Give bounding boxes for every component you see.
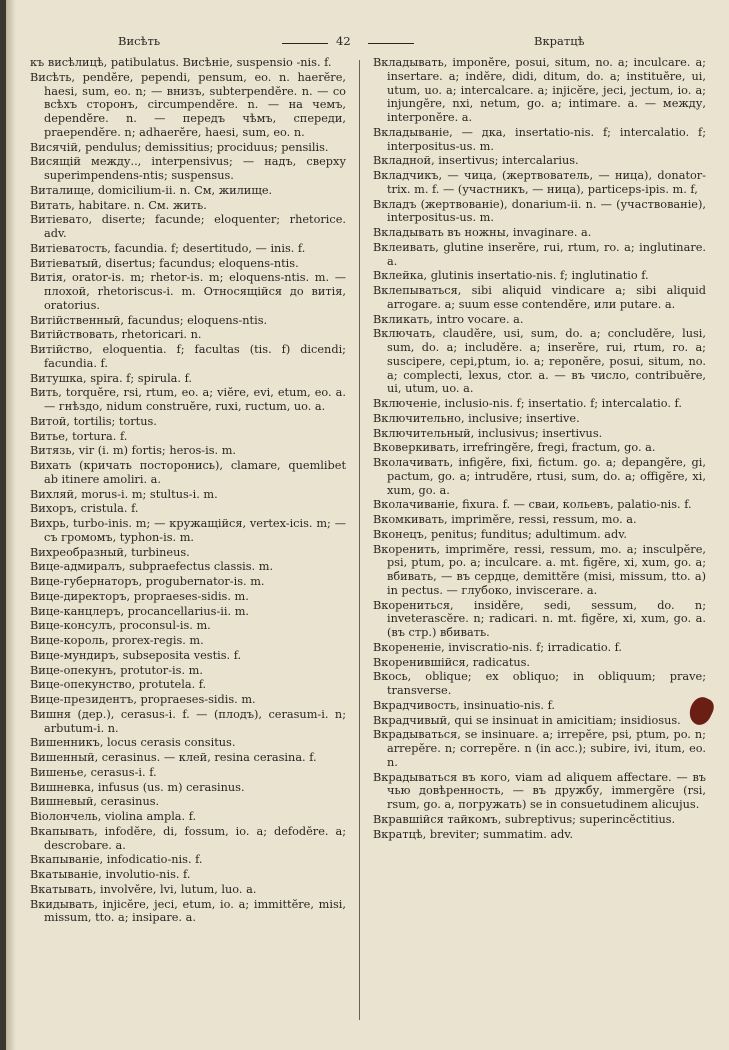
- dictionary-entry: Вкладывать въ ножны, invaginare. a.: [373, 226, 592, 239]
- dictionary-entry: Включительно, inclusive; insertive.: [373, 411, 580, 425]
- dictionary-entry: Вкрадчивый, qui se insinuat in amicitiam; insidiosus.: [373, 713, 681, 727]
- dictionary-entry: Вкапывать, infodĕre, di, fossum, io. a; defodĕre. a; descrobare. a.: [30, 824, 346, 852]
- dictionary-entry: Вкатывать, involvĕre, lvi, lutum, luo. a.: [30, 882, 257, 896]
- dictionary-entry: Вкратцѣ, breviter; summatim. adv.: [373, 827, 574, 841]
- dictionary-entry: Вкладываніе, — дка, insertatio-nis. f; intercalatio. f; interpositus-us. m.: [373, 125, 706, 153]
- dictionary-entry: Витушка, spira. f; spirula. f.: [30, 371, 192, 385]
- dictionary-entry: Витье, tortura. f.: [30, 429, 128, 443]
- dictionary-entry: Вкорениться, insidĕre, sedi, sessum, do. n; inveterascĕre. n; radicari. n. mt. figĕre, xi, xum, go. a. (въ стр.) вбивать.: [373, 598, 706, 639]
- dictionary-entry: Вице-мундиръ, subseposita vestis. f.: [30, 648, 242, 662]
- header-left-guideword: Висѣть: [118, 34, 161, 48]
- right-column: [373, 56, 706, 842]
- dictionary-entry: Вишневка, infusus (us. m) cerasinus.: [30, 780, 245, 794]
- dictionary-entry: Вихоръ, cristula. f.: [30, 502, 139, 516]
- dictionary-entry: Виталище, domicilium-ii. n. См, жилище.: [30, 183, 273, 197]
- dictionary-entry: Вколачиваніе, fixura. f. — сваи, кольевъ, palatio-nis. f.: [373, 498, 692, 512]
- dictionary-entry: Вкравшійся тайкомъ, subreptivus; superincĕctitius.: [373, 812, 676, 826]
- dictionary-entry: Вице-канцлеръ, procancellarius-ii. m.: [30, 604, 250, 618]
- column-divider: [359, 60, 360, 1020]
- dictionary-entry: Витіевато, diserte; facunde; eloquenter; rhetorice. adv.: [30, 213, 346, 240]
- dictionary-entry: Включать, claudĕre, usi, sum, do. a; concludĕre, lusi, sum, do. a; includĕre. a; inserĕre, rui, rtum, ro. a; suscipere, cepi,ptum, io. a; reponĕre, posui, situm, no. a; complecti, lexus, ctor. a. — въ число, contribuĕre, ui, utum, uo. a.: [373, 327, 706, 396]
- dictionary-entry: Вконецъ, penitus; funditus; adultimum. adv.: [373, 527, 627, 541]
- dictionary-entry: Витой, tortilis; tortus.: [30, 414, 157, 428]
- dictionary-entry: Вклепываться, sibi aliquid vindicare a; sibi aliquid arrogare. a; suum esse contendĕre, или putare. a.: [373, 284, 706, 311]
- dictionary-entry: Вихать (кричать посторонись), clamare, quemlibet ab itinere amoliri. a.: [30, 459, 346, 486]
- dictionary-entry: Вкрадываться въ кого, viam ad aliquem affectare. — въ чью довѣренность, — въ дружбу, immergĕre (rsi, rsum, go. a, погружать) se in consuetudinem alicujus.: [373, 770, 706, 811]
- dictionary-entry: Вице-адмиралъ, subpraefectus classis. m.: [30, 560, 274, 574]
- dictionary-entry: Висящій между.., interpensivus; — надъ, сверху superimpendens-ntis; suspensus.: [30, 155, 346, 182]
- dictionary-entry: Вице-губернаторъ, progubernator-is. m.: [30, 575, 265, 588]
- dictionary-entry: Вкладной, insertivus; intercalarius.: [373, 154, 579, 168]
- dictionary-entry: Вице-президентъ, propraeses-sidis. m.: [30, 693, 256, 706]
- dictionary-entry: Вкатываніе, involutio-nis. f.: [30, 868, 191, 881]
- dictionary-entry: Вкрадчивость, insinuatio-nis. f.: [373, 698, 555, 712]
- dictionary-entry: къ висѣлицѣ, patibulatus. Висѣніе, suspensio -nis. f.: [30, 56, 332, 69]
- header-rule-right: [368, 43, 414, 44]
- dictionary-entry: Включеніе, inclusio-nis. f; insertatio. f; intercalatio. f.: [373, 397, 682, 410]
- dictionary-entry: Вкоренившійся, radicatus.: [373, 655, 531, 669]
- dictionary-entry: Вишенникъ, locus cerasis consitus.: [30, 736, 236, 750]
- dictionary-entry: Вкрадываться, se insinuare. a; irrepĕre, psi, ptum, po. n; arrepĕre. n; correpĕre. n (in acc.); subire, ivi, itum, eo. n.: [373, 728, 706, 769]
- page-number: 42: [336, 34, 351, 48]
- dictionary-entry: Вить, torquĕre, rsi, rtum, eo. a; viĕre, evi, etum, eo. a. — гнѣздо, nidum construĕre, ruxi, ructum, uo. a.: [30, 386, 346, 413]
- dictionary-entry: Вкладъ (жертвованіе), donarium-ii. n. — (участвованіе), interpositus-us. m.: [373, 197, 706, 225]
- dictionary-entry: Вкомкивать, imprimĕre, ressi, ressum, mo. a.: [373, 513, 637, 526]
- dictionary-entry: Вкоренить, imprimĕre, ressi, ressum, mo. a; insculpĕre, psi, ptum, po. a; inculcare. a. mt. figĕre, xi, xum, go. a; вбивать, — въ сердце, demittĕre (misi, missum, tto. a) in pectus. — глубоко, inviscerare. a.: [373, 542, 706, 597]
- dictionary-entry: Вихрь, turbo-inis. m; — кружащійся, vertex-icis. m; — съ громомъ, typhon-is. m.: [30, 517, 346, 544]
- dictionary-entry: Вице-опекунъ, protutor-is. m.: [30, 663, 203, 677]
- dictionary-entry: Вкладывать, imponĕre, posui, situm, no. a; inculcare. a; insertare. a; indĕre, didi, ditum, do. a; instituĕre, ui, utum, uo. a; intercalcare. a; injicĕre, jeci, jectum, io. a; injungĕre, nxi, netum, go. a; intimare. a. — между, interponĕre. a.: [373, 56, 706, 124]
- dictionary-entry: Витійственный, facundus; eloquens-ntis.: [30, 313, 268, 327]
- dictionary-entry: Висѣть, pendĕre, pependi, pensum, eo. n. haerĕre, haesi, sum, eo. n; — внизъ, subterpendĕre. n. — со всѣхъ сторонъ, circumpendĕre. n. — на чемъ, dependĕre. n. — передъ чѣмъ, спереди, praependĕre. n; adhaerĕre, haesi, sum, eo. n.: [30, 70, 346, 139]
- dictionary-entry: Витійство, eloquentia. f; facultas (tis. f) dicendi; facundia. f.: [30, 343, 346, 370]
- dictionary-entry: Вкорененіе, inviscratio-nis. f; irradicatio. f.: [373, 640, 623, 654]
- dictionary-entry: Висячій, pendulus; demissitius; prociduus; pensilis.: [30, 140, 329, 154]
- dictionary-entry: Витійствовать, rhetoricari. n.: [30, 328, 202, 342]
- dictionary-entry: Вихляй, morus-i. m; stultus-i. m.: [30, 487, 218, 501]
- dictionary-entry: Віолончель, violina ampla. f.: [30, 810, 197, 823]
- dictionary-entry: Вице-опекунство, protutela. f.: [30, 678, 207, 692]
- dictionary-entry: Вице-король, prorex-regis. m.: [30, 634, 204, 647]
- dictionary-entry: Витія, orator-is. m; rhetor-is. m; eloquens-ntis. m. — плохой, rhetoriscus-i. m. Относящійся до витія, oratorius.: [30, 271, 346, 312]
- dictionary-entry: Вколачивать, infigĕre, fixi, fictum. go. a; depangĕre, gi, pactum, go. a; intrudĕre, rtusi, sum, do. a; offigĕre, xi, xum, go. a.: [373, 456, 706, 497]
- left-column: [30, 56, 346, 926]
- dictionary-entry: Витіеватый, disertus; facundus; eloquens-ntis.: [30, 256, 299, 270]
- dictionary-entry: Вишенный, cerasinus. — клей, resina cerasina. f.: [30, 751, 317, 764]
- page-header: [0, 34, 729, 52]
- dictionary-entry: Вкидывать, injicĕre, jeci, etum, io. a; immittĕre, misi, missum, tto. a; insipare. a.: [30, 897, 346, 925]
- dictionary-entry: Вковеркивать, irrefringĕre, fregi, fractum, go. a.: [373, 441, 656, 455]
- dictionary-entry: Вкапываніе, infodicatio-nis. f.: [30, 853, 203, 867]
- header-right-guideword: Вкратцѣ: [534, 34, 585, 48]
- dictionary-entry: Витать, habitare. n. См. жить.: [30, 198, 207, 212]
- dictionary-entry: Вишня (дер.), cerasus-i. f. — (плодъ), cerasum-i. n; arbutum-i. n.: [30, 707, 346, 735]
- dictionary-entry: Витіеватость, facundia. f; desertitudo, — inis. f.: [30, 241, 306, 255]
- header-rule-left: [282, 43, 328, 44]
- dictionary-entry: Вице-консулъ, proconsul-is. m.: [30, 619, 211, 633]
- dictionary-entry: Вкликать, intro vocare. a.: [373, 312, 524, 326]
- dictionary-entry: Вклеивать, glutine inserĕre, rui, rtum, ro. a; inglutinare. a.: [373, 240, 706, 268]
- dictionary-entry: Вкось, oblique; ex obliquo; in obliquum; prave; transverse.: [373, 670, 706, 697]
- dictionary-entry: Вкладчикъ, — чица, (жертвователь, — ница), donator-trix. m. f. — (участникъ, — ница), particeps-ipis. m. f,: [373, 169, 706, 196]
- dictionary-entry: Витязь, vir (i. m) fortis; heros-is. m.: [30, 444, 237, 458]
- dictionary-entry: Вклейка, glutinis insertatio-nis. f; inglutinatio f.: [373, 269, 649, 283]
- dictionary-entry: Вице-директоръ, propraeses-sidis. m.: [30, 589, 249, 603]
- dictionary-entry: Вишенье, cerasus-i. f.: [30, 765, 157, 779]
- dictionary-entry: Вихреобразный, turbineus.: [30, 545, 190, 559]
- dictionary-entry: Включительный, inclusivus; insertivus.: [373, 426, 603, 440]
- page-gutter-shadow: [6, 0, 16, 1050]
- dictionary-entry: Вишневый, cerasinus.: [30, 795, 160, 809]
